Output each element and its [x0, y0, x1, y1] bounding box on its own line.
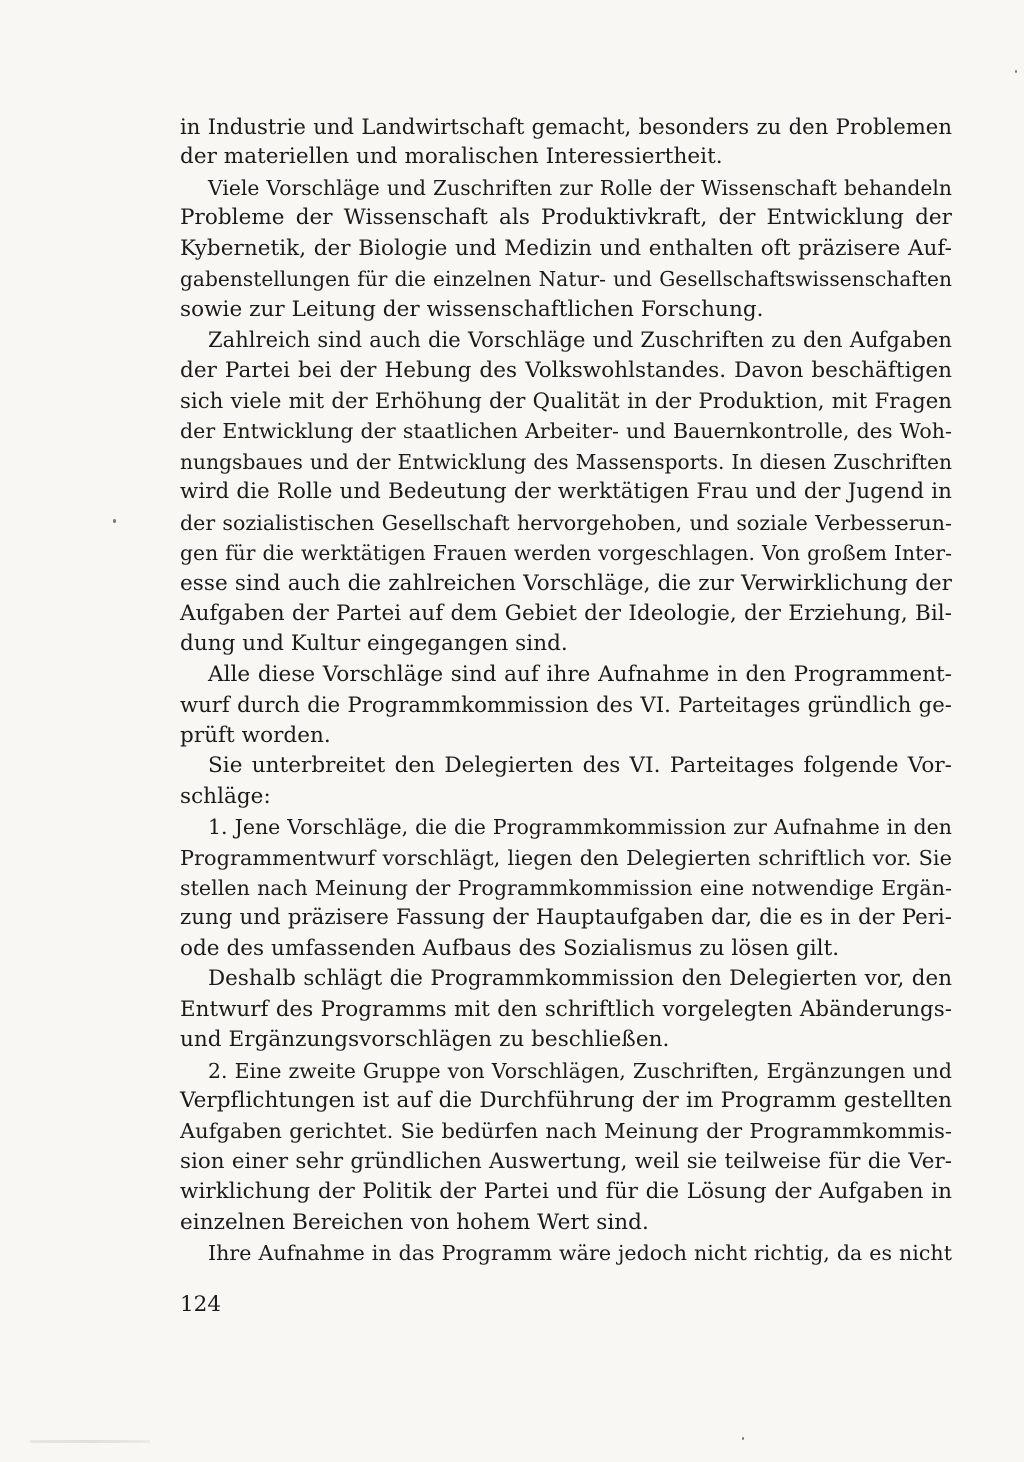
body-text	[180, 112, 952, 1269]
text-line: Probleme der Wissenschaft als Produktivkraft, der Entwicklung der	[180, 205, 952, 231]
scan-speck	[1015, 70, 1017, 73]
text-line: 2. Eine zweite Gruppe von Vorschlägen, Zuschriften, Ergänzungen und	[208, 1058, 952, 1083]
text-line: stellen nach Meinung der Programmkommission eine notwendige Ergän-	[180, 875, 952, 900]
text-line: Kybernetik, der Biologie und Medizin und enthalten oft präzisere Auf-	[180, 235, 952, 261]
text-line: Zahlreich sind auch die Vorschläge und Zuschriften zu den Aufgaben	[208, 328, 952, 353]
text-line: Programmentwurf vorschlägt, liegen den Delegierten schriftlich vor. Sie	[180, 845, 952, 870]
text-line: Sie unterbreitet den Delegierten des VI. Parteitages folgende Vor-	[208, 753, 952, 779]
text-line: Aufgaben der Partei auf dem Gebiet der Ideologie, der Erziehung, Bil-	[180, 601, 952, 626]
text-line: prüft worden.	[180, 722, 331, 748]
text-line: der materiellen und moralischen Interessiertheit.	[180, 144, 723, 170]
text-line: schläge:	[180, 783, 271, 809]
text-line: in Industrie und Landwirtschaft gemacht, besonders zu den Problemen	[180, 114, 952, 139]
text-line: der sozialistischen Gesellschaft hervorgehoben, und soziale Verbesserun-	[180, 510, 952, 535]
text-line: wird die Rolle und Bedeutung der werktätigen Frau und der Jugend in	[180, 479, 952, 505]
text-line: 1. Jene Vorschläge, die die Programmkommission zur Aufnahme in den	[208, 815, 952, 840]
text-line: esse sind auch die zahlreichen Vorschläge, die zur Verwirklichung der	[180, 570, 952, 596]
text-line: Verpflichtungen ist auf die Durchführung der im Programm gestellten	[180, 1088, 952, 1113]
text-line: und Ergänzungsvorschlägen zu beschließen.	[180, 1027, 670, 1053]
text-line: zung und präzisere Fassung der Hauptaufgaben dar, die es in der Peri-	[180, 905, 952, 931]
text-line: der Partei bei der Hebung des Volkswohlstandes. Davon beschäftigen	[180, 357, 952, 383]
text-line: Viele Vorschläge und Zuschriften zur Rolle der Wissenschaft behandeln	[208, 175, 952, 200]
scan-speck	[742, 1437, 744, 1440]
text-line: der Entwicklung der staatlichen Arbeiter- und Bauernkontrolle, des Woh-	[180, 419, 952, 444]
scan-edge	[30, 1440, 150, 1443]
text-line: wurf durch die Programmkommission des VI. Parteitages gründlich ge-	[180, 692, 952, 718]
text-line: sowie zur Leitung der wissenschaftlichen Forschung.	[180, 296, 764, 322]
scan-speck	[113, 519, 116, 523]
text-line: Alle diese Vorschläge sind auf ihre Aufnahme in den Programment-	[208, 661, 952, 687]
text-line: einzelnen Bereichen von hohem Wert sind.	[180, 1209, 649, 1235]
text-line: nungsbaues und der Entwicklung des Massensports. In diesen Zuschriften	[180, 449, 952, 474]
page-number: 124	[180, 1292, 222, 1317]
text-line: ode des umfassenden Aufbaus des Sozialismus zu lösen gilt.	[180, 935, 840, 961]
text-line: gabenstellungen für die einzelnen Natur- und Gesellschaftswissenschaften	[180, 267, 952, 292]
text-line: Aufgaben gerichtet. Sie bedürfen nach Meinung der Programmkommis-	[180, 1119, 952, 1144]
text-line: wirklichung der Politik der Partei und für die Lösung der Aufgaben in	[180, 1179, 952, 1205]
text-line: Entwurf des Programms mit den schriftlich vorgelegten Abänderungs-	[180, 996, 952, 1022]
text-line: Ihre Aufnahme in das Programm wäre jedoch nicht richtig, da es nicht	[208, 1241, 952, 1266]
text-line: sich viele mit der Erhöhung der Qualität in der Produktion, mit Fragen	[180, 387, 952, 413]
text-line: sion einer sehr gründlichen Auswertung, weil sie teilweise für die Ver-	[180, 1148, 952, 1174]
text-line: Deshalb schlägt die Programmkommission den Delegierten vor, den	[208, 966, 952, 992]
text-line: dung und Kultur eingegangen sind.	[180, 631, 568, 657]
text-line: gen für die werktätigen Frauen werden vorgeschlagen. Von großem Inter-	[180, 541, 952, 566]
